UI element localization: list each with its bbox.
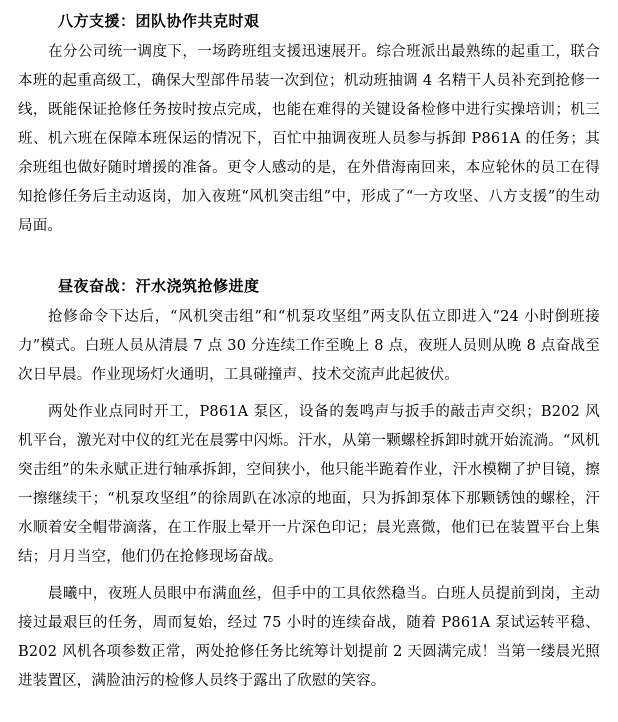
paragraph-gap-2 — [18, 572, 600, 580]
section-2-paragraph-2: 两处作业点同时开工，P861A 泵区，设备的轰鸣声与扳手的敲击声交织；B202 风机平台，激光对中仪的红光在晨雾中闪烁。汗水，从第一颗螺栓拆卸时就开始流淌。“风机突击组”的朱永赋正进行轴承拆卸，空间狭小，他只能半跪着作业，汗水模糊了护目镜，擦一擦继续干；“机泵攻坚组”的徐周趴在冰凉的地面，只为拆卸泵体下那颗锈蚀的螺栓，汗水顺着安全帽带滴落，在工作服上晕开一片深色印记；晨光熹微，他们已在装置平台上集结；月月当空，他们仍在抢修现场奋战。 — [18, 404, 600, 565]
section-heading-1: 八方支援：团队协作共克时艰 — [58, 12, 260, 30]
section-2-paragraph-1: 抢修命令下达后，“风机突击组”和“机泵攻坚组”两支队伍立即进入“24 小时倒班接力”模式。白班人员从清晨 7 点 30 分连续工作至晚上 8 点，夜班人员则从晚 8 点奋战至次日早晨。作业现场灯火通明，工具碰撞声、技术交流声此起彼伏。 — [18, 309, 600, 383]
section-1-paragraph-1: 在分公司统一调度下，一场跨班组支援迅速展开。综合班派出最熟练的起重工，联合本班的起重高级工，确保大型部件吊装一次到位；机动班抽调 4 名精干人员补充到抢修一线，既能保证抢修任务按时按点完成，也能在难得的关键设备检修中进行实操培训；机三班、机六班在保障本班保运的情况下，百忙中抽调夜班人员参与拆卸 P861A 的任务；其余班组也做好随时增援的准备。更令人感动的是，在外借海南回来，本应轮休的员工在得知抢修任务后主动返岗，加入夜班“风机突击组”中，形成了“一方攻坚、八方支援”的生动局面。 — [18, 44, 600, 234]
section-heading-2: 昼夜奋战：汗水浇筑抢修进度 — [58, 277, 260, 295]
paragraph-gap-1 — [18, 390, 600, 398]
section-2-paragraph-3: 晨曦中，夜班人员眼中布满血丝，但手中的工具依然稳当。白班人员提前到岗，主动接过最艰巨的任务，周而复始，经过 75 小时的连续奋战，随着 P861A 泵试运转平稳、B202 风机各项参数正常，两处抢修任务比统筹计划提前 2 天圆满完成！当第一缕晨光照进装置区，满脸油污的检修人员终于露出了欣慰的笑容。 — [18, 586, 600, 689]
section-gap — [18, 241, 600, 271]
